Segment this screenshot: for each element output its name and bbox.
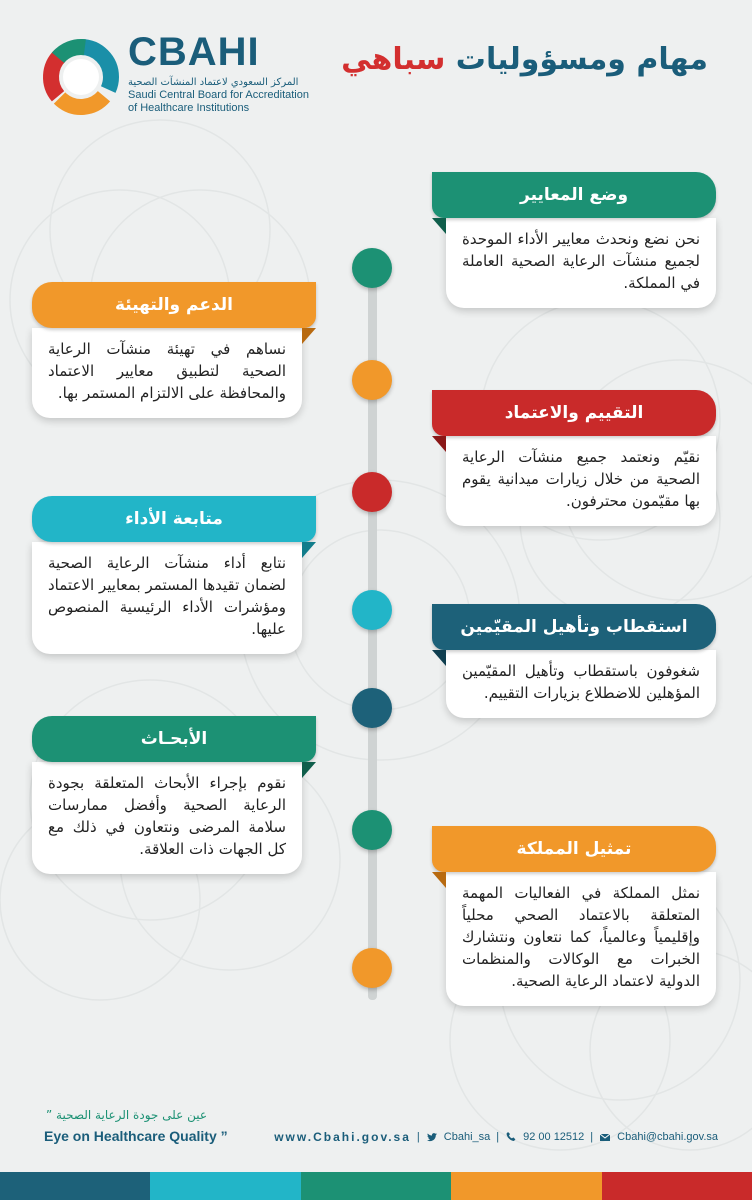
- footer-contacts: www.Cbahi.gov.sa | Cbahi_sa | 92 00 12512 | Cbahi@cbahi.gov.sa: [274, 1130, 718, 1144]
- item-support: [32, 282, 316, 418]
- banner-fold: [302, 762, 316, 778]
- timeline-dot-2: [352, 360, 392, 400]
- item-title: الدعم والتهيئة: [32, 282, 316, 328]
- brand-block: [128, 30, 328, 115]
- tagline-arabic: عين على جودة الرعاية الصحية ”: [46, 1108, 207, 1122]
- item-assessment: [432, 390, 716, 526]
- timeline-dot-6: [352, 810, 392, 850]
- item-surveyors: [432, 604, 716, 718]
- item-text: نساهم في تهيئة منشآت الرعاية الصحية لتطبيق معايير الاعتماد والمحافظة على الالتزام المستمر بها.: [32, 328, 302, 418]
- phone-number[interactable]: 92 00 12512: [523, 1131, 585, 1143]
- item-text: نقيّم ونعتمد جميع منشآت الرعاية الصحية من خلال زيارات ميدانية يقوم بها مقيّمون محترفون.: [446, 436, 716, 526]
- timeline-dot-5: [352, 688, 392, 728]
- item-text: شغوفون باستقطاب وتأهيل المقيّمين المؤهلين للاضطلاع بزيارات التقييم.: [446, 650, 716, 718]
- email-icon: [599, 1131, 611, 1143]
- item-research: [32, 716, 316, 874]
- tagline-english: Eye on Healthcare Quality ”: [44, 1128, 228, 1144]
- item-title: الأبحـاث: [32, 716, 316, 762]
- item-text: نقوم بإجراء الأبحاث المتعلقة بجودة الرعاية الصحية وأفضل ممارسات سلامة المرضى ونتعاون في ذلك مع كل الجهات ذات العلاقة.: [32, 762, 302, 874]
- timeline-dot-1: [352, 248, 392, 288]
- brand-english-line2: of Healthcare Institutions: [128, 102, 250, 114]
- timeline-dot-3: [352, 472, 392, 512]
- banner-fold: [432, 218, 446, 234]
- item-title: التقييم والاعتماد: [432, 390, 716, 436]
- banner-fold: [432, 872, 446, 888]
- website-link[interactable]: www.Cbahi.gov.sa: [274, 1130, 411, 1144]
- item-title: استقطاب وتأهيل المقيّمين: [432, 604, 716, 650]
- title-part-2: سباهي: [341, 42, 446, 77]
- twitter-handle[interactable]: Cbahi_sa: [443, 1131, 491, 1143]
- timeline-dot-7: [352, 948, 392, 988]
- item-title: وضع المعايير: [432, 172, 716, 218]
- item-title: متابعة الأداء: [32, 496, 316, 542]
- page-title: [341, 42, 708, 77]
- brand-arabic-name: المركز السعودي لاعتماد المنشآت الصحية: [128, 77, 299, 88]
- item-title: تمثيل المملكة: [432, 826, 716, 872]
- item-text: نتابع أداء منشآت الرعاية الصحية لضمان تقيدها المستمر بمعايير الاعتماد ومؤشرات الأداء الرئيسية المنصوص عليها.: [32, 542, 302, 654]
- title-part-1: مهام ومسؤوليات: [455, 42, 708, 77]
- color-bar: [0, 1172, 752, 1200]
- banner-fold: [302, 542, 316, 558]
- cbahi-logo: [36, 32, 126, 122]
- timeline-dot-4: [352, 590, 392, 630]
- brand-english-line1: Saudi Central Board for Accreditation: [128, 89, 309, 101]
- email-address[interactable]: Cbahi@cbahi.gov.sa: [617, 1131, 718, 1143]
- item-standards: [432, 172, 716, 308]
- twitter-icon: [426, 1131, 438, 1143]
- banner-fold: [432, 650, 446, 666]
- item-text: نحن نضع ونحدث معايير الأداء الموحدة لجميع منشآت الرعاية الصحية العاملة في المملكة.: [446, 218, 716, 308]
- item-representation: [432, 826, 716, 1006]
- brand-name: CBAHI: [128, 30, 260, 74]
- banner-fold: [432, 436, 446, 452]
- banner-fold: [302, 328, 316, 344]
- phone-icon: [505, 1131, 517, 1143]
- item-monitoring: [32, 496, 316, 654]
- item-text: نمثل المملكة في الفعاليات المهمة المتعلقة بالاعتماد الصحي محلياً وإقليمياً وعالمياً، كما نتعاون ونتشارك الخبرات مع الوكالات والمنظمات الدولية لاعتماد الرعاية الصحية.: [446, 872, 716, 1006]
